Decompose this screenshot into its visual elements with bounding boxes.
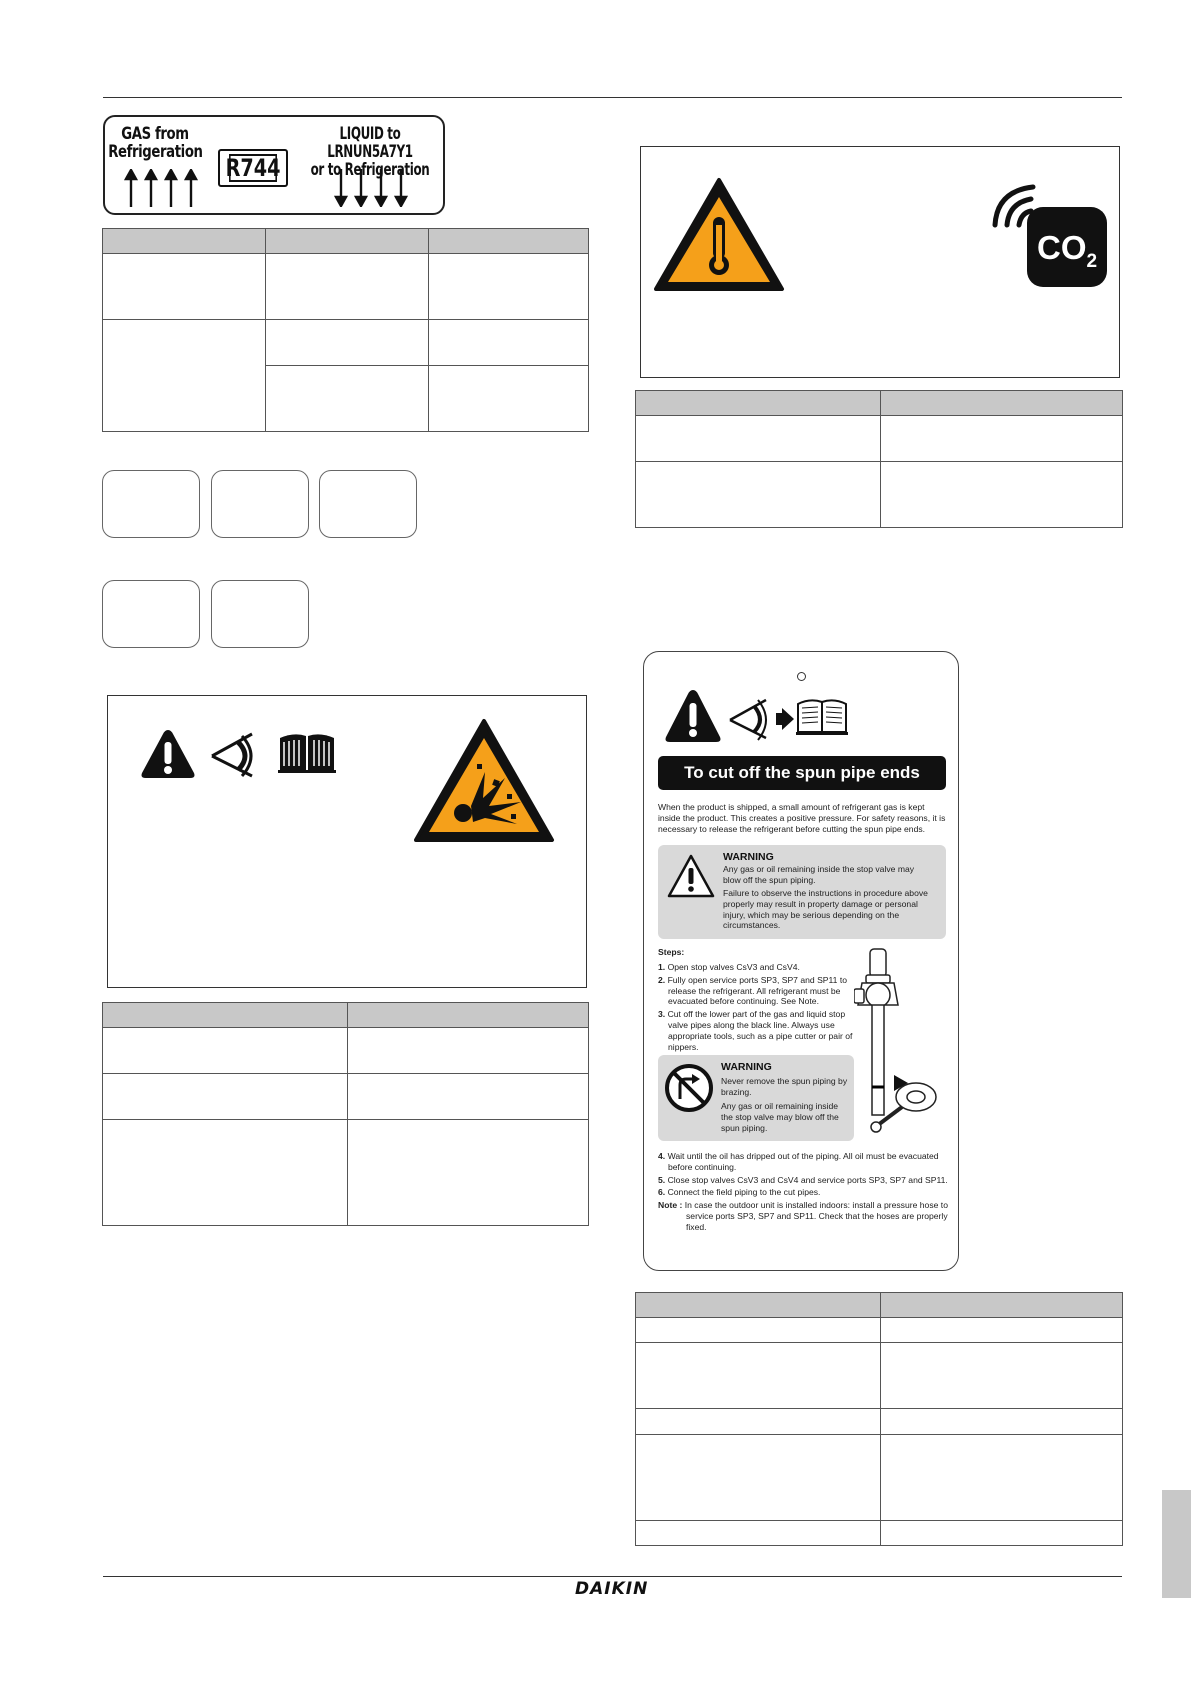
explosive-hazard-icon: [413, 718, 555, 844]
table-header-row: [636, 391, 1123, 416]
table-row: [636, 416, 1123, 462]
table-cell: [881, 416, 1123, 462]
table-cell: [103, 1120, 348, 1226]
liquid-text-line1: LIQUID to LRNUN5A7Y1: [327, 124, 413, 162]
table-cell: [881, 1318, 1123, 1343]
table-cell: [636, 416, 881, 462]
table-row: [636, 1343, 1123, 1409]
empty-rounded-box: [211, 470, 309, 538]
table-row: [103, 1074, 589, 1120]
hot-surface-co2-panel: [640, 146, 1120, 378]
table-header-row: [103, 229, 589, 254]
table-cell: [348, 1028, 589, 1074]
table-cell: [348, 1074, 589, 1120]
warning-text: Any gas or oil remaining inside the stop valve may blow off the spun piping.: [721, 1101, 839, 1133]
step-item: 1. Open stop valves CsV3 and CsV4.: [658, 962, 800, 972]
steps-after-list: [658, 1151, 948, 1233]
table-cell: [881, 1409, 1123, 1435]
empty-rounded-box: [211, 580, 309, 648]
table-cell: [636, 1409, 881, 1435]
table-header-cell: [103, 1003, 348, 1028]
daikin-logo: DAIKIN: [575, 1579, 649, 1599]
warning-title: WARNING: [721, 1061, 772, 1073]
warning-box-2: [658, 1055, 854, 1141]
note-item: Note : In case the outdoor unit is installed indoors: install a pressure hose to service ports SP3, SP7 and SP11. Check that the hoses are properly fixed.: [658, 1200, 948, 1232]
table-header-cell: [348, 1003, 589, 1028]
table-cell: [636, 1521, 881, 1546]
table-cell: [881, 1435, 1123, 1521]
co2-text: CO: [1037, 229, 1087, 266]
table-cell: [429, 320, 589, 366]
table-header-cell: [881, 391, 1123, 416]
header-rule: [103, 97, 1122, 98]
table-cell: [266, 254, 429, 320]
table-cell: [881, 462, 1123, 528]
table-header-cell: [429, 229, 589, 254]
table-left-bottom: [102, 1002, 589, 1226]
table-header-cell: [636, 1293, 881, 1318]
table-cell: [348, 1120, 589, 1226]
empty-rounded-box: [319, 470, 417, 538]
table-row: [103, 1028, 589, 1074]
steps-title: Steps:: [658, 947, 685, 957]
co2-subscript: 2: [1086, 251, 1098, 272]
warning-text: Any gas or oil remaining inside the stop valve may blow off the spun piping.: [723, 864, 915, 885]
table-cell: [636, 1318, 881, 1343]
warning-text: Never remove the spun piping by brazing.: [721, 1076, 848, 1097]
table-cell: [103, 254, 266, 320]
steps-list: [658, 962, 854, 1054]
table-row: [636, 1409, 1123, 1435]
no-brazing-icon: [664, 1063, 714, 1113]
table-left-top: [102, 228, 589, 432]
table-cell: [103, 1074, 348, 1120]
table-cell: [881, 1521, 1123, 1546]
gas-text-line2: Refrigeration: [108, 142, 203, 162]
warning-title: WARNING: [723, 851, 774, 863]
table-row: [103, 254, 589, 320]
table-row: [636, 1521, 1123, 1546]
liquid-text-line2: or to Refrigeration: [310, 160, 430, 180]
up-arrows-icon: [123, 169, 203, 209]
warning-box-1: [658, 845, 946, 939]
spun-pipe-instruction-label: [643, 651, 959, 1271]
table-row: [103, 1120, 589, 1226]
table-header-cell: [266, 229, 429, 254]
footer-rule: [103, 1576, 1122, 1577]
step-item: 6. Connect the field piping to the cut pipes.: [658, 1187, 821, 1198]
gas-label-text: [108, 125, 202, 161]
table-cell: [881, 1343, 1123, 1409]
table-cell: [636, 1435, 881, 1521]
table-cell: [103, 320, 266, 432]
table-header-cell: [103, 229, 266, 254]
empty-rounded-box: [102, 580, 200, 648]
refrigerant-type-badge: [218, 149, 288, 187]
stop-valve-pipe-illustration: [854, 947, 954, 1147]
read-manual-icon: [728, 692, 858, 742]
warning-exclamation-icon: [140, 728, 196, 780]
spun-label-title: To cut off the spun pipe ends: [658, 756, 946, 790]
table-right-top: [635, 390, 1123, 528]
step-item: 2. Fully open service ports SP3, SP7 and SP11 to release the refrigerant. All refrigerant must be evacuated before continuing. See Note.: [658, 974, 848, 1007]
table-right-bottom: [635, 1292, 1123, 1546]
explosion-warning-panel: [107, 695, 587, 988]
table-row: [636, 1435, 1123, 1521]
spun-label-intro: When the product is shipped, a small amount of refrigerant gas is kept inside the product. This creates a positive pressure. For safety reasons, it is necessary to release the refrigerant before cutting the spun pipe ends.: [658, 802, 946, 834]
hang-hole: [797, 672, 806, 681]
warning-exclamation-icon: [664, 688, 722, 744]
step-item: 4. Wait until the oil has dripped out of the piping. All oil must be evacuated before continuing.: [658, 1151, 939, 1172]
step-item: 3. Cut off the lower part of the gas and liquid stop valve pipes along the black line. Always use appropriate tools, such as a pipe cutter or pair of nippers.: [658, 1009, 853, 1052]
refrigerant-flow-label: [103, 115, 445, 215]
table-cell: [636, 462, 881, 528]
table-header-cell: [881, 1293, 1123, 1318]
table-row: [103, 320, 589, 366]
table-header-cell: [636, 391, 881, 416]
gas-text-line1: GAS from: [121, 124, 189, 144]
table-cell: [429, 254, 589, 320]
table-cell: [429, 366, 589, 432]
refrigerant-type-text: R744: [225, 154, 281, 182]
chapter-side-tab: [1162, 1490, 1191, 1598]
empty-rounded-box: [102, 470, 200, 538]
warning-outline-icon: [666, 853, 716, 899]
warning-text: Failure to observe the instructions in procedure above properly may result in property damage or personal injury, which may be serious depending on the circumstances.: [723, 888, 928, 931]
hot-surface-icon: [653, 177, 785, 293]
table-header-row: [636, 1293, 1123, 1318]
table-cell: [266, 366, 429, 432]
down-arrows-icon: [333, 167, 413, 207]
table-cell: [103, 1028, 348, 1074]
table-row: [636, 462, 1123, 528]
table-cell: [636, 1343, 881, 1409]
table-row: [636, 1318, 1123, 1343]
co2-label: [1037, 229, 1098, 272]
table-header-row: [103, 1003, 589, 1028]
table-cell: [266, 320, 429, 366]
step-item: 5. Close stop valves CsV3 and CsV4 and service ports SP3, SP7 and SP11.: [658, 1174, 948, 1185]
eye-icon: [208, 726, 260, 782]
read-manual-icon: [278, 732, 336, 774]
